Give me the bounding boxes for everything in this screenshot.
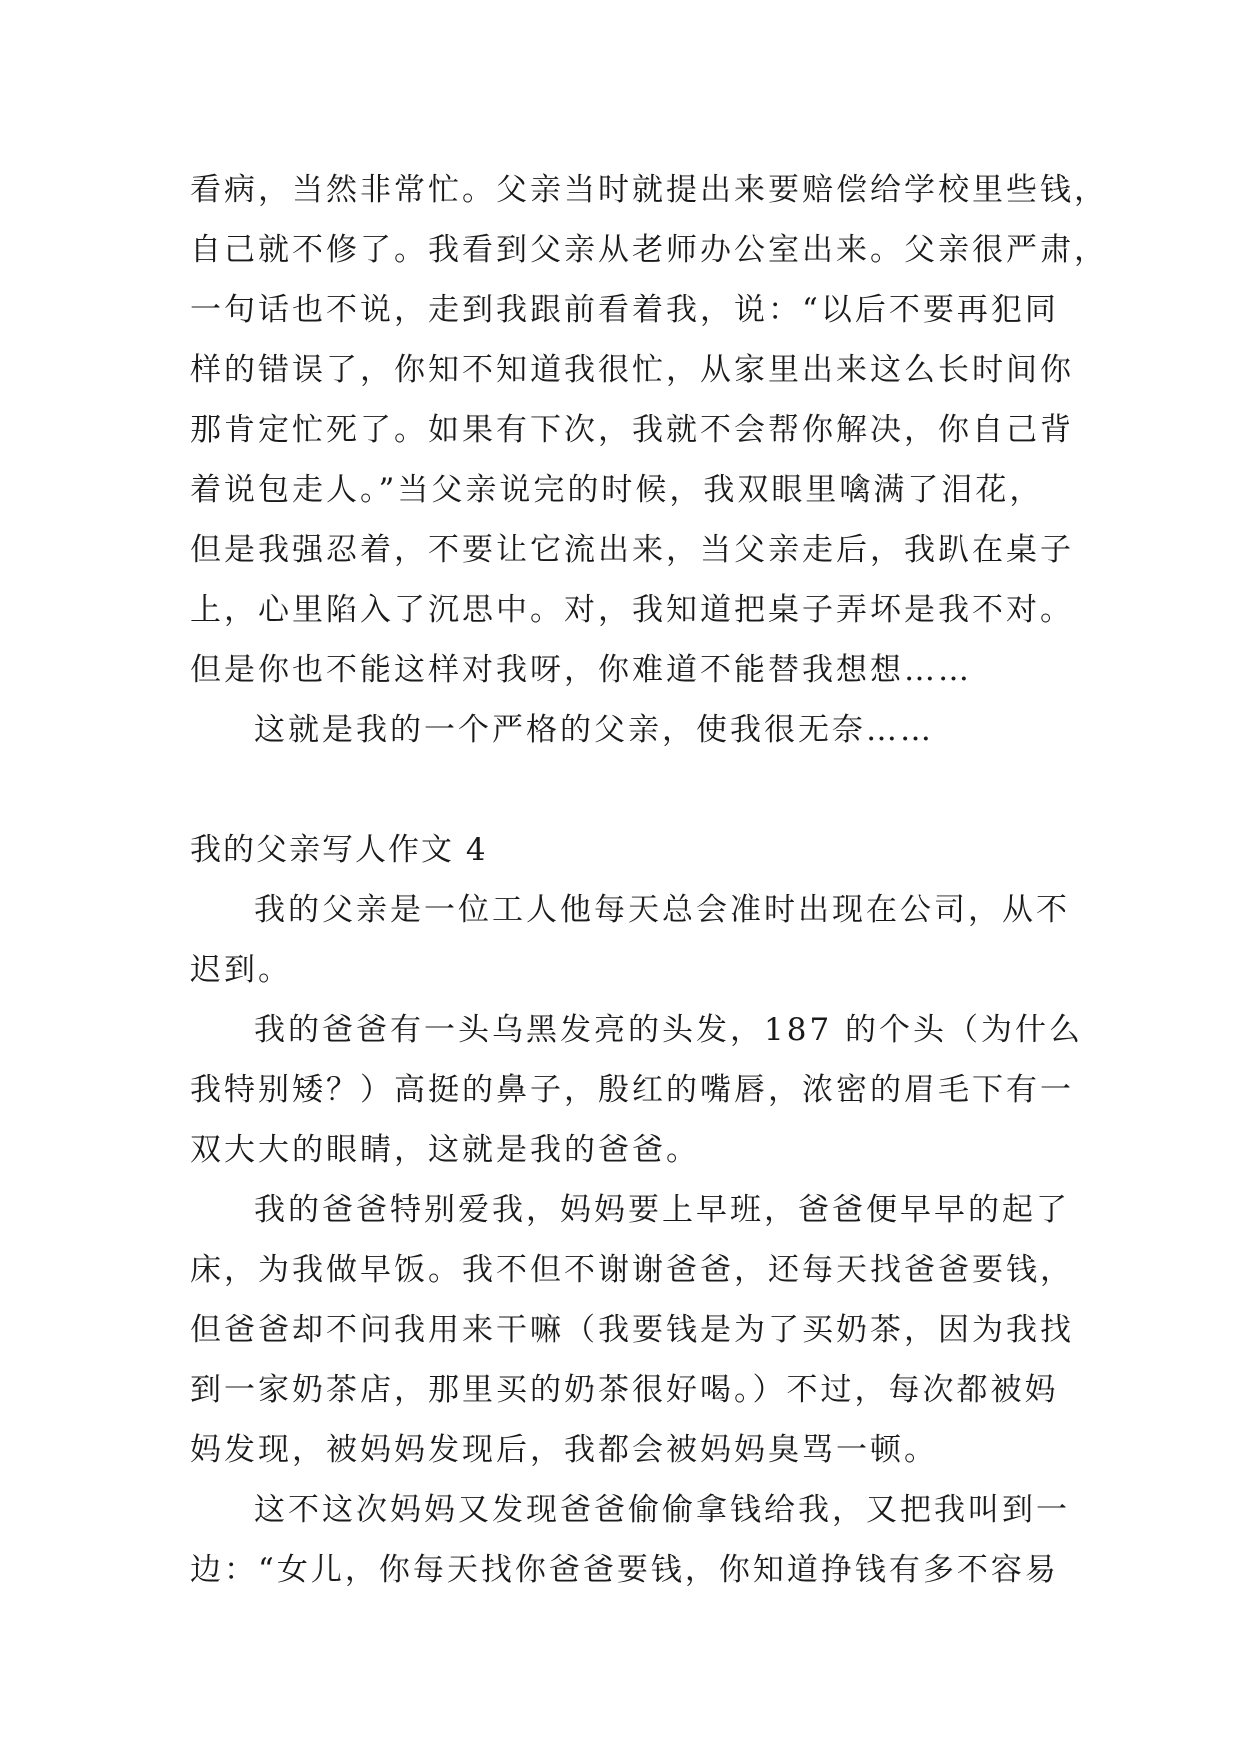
paragraph-4 (190, 1480, 1080, 1600)
text-line: 我的爸爸有一头乌黑发亮的头发，187 的个头（为什么 (254, 1012, 1084, 1048)
section-title: 我的父亲写人作文 4 (190, 832, 488, 868)
text-line: 妈发现，被妈妈发现后，我都会被妈妈臭骂一顿。 (190, 1432, 938, 1468)
text-line: 床，为我做早饭。我不但不谢谢爸爸，还每天找爸爸要钱， (190, 1252, 1074, 1288)
text-line: 这不这次妈妈又发现爸爸偷偷拿钱给我，又把我叫到一 (254, 1492, 1070, 1528)
paragraph-continued (190, 160, 1108, 700)
section-spacer (190, 760, 1080, 820)
text-line: 双大大的眼睛，这就是我的爸爸。 (190, 1132, 700, 1168)
text-line: 我的爸爸特别爱我，妈妈要上早班，爸爸便早早的起了 (254, 1192, 1070, 1228)
text-line: 这就是我的一个严格的父亲，使我很无奈…… (254, 712, 934, 748)
text-line: 我的父亲是一位工人他每天总会准时出现在公司，从不 (254, 892, 1070, 928)
text-line: 那肯定忙死了。如果有下次，我就不会帮你解决，你自己背 (190, 412, 1074, 448)
text-line: 看病，当然非常忙。父亲当时就提出来要赔偿给学校里些钱， (190, 172, 1108, 208)
text-line: 上，心里陷入了沉思中。对，我知道把桌子弄坏是我不对。 (190, 592, 1074, 628)
text-line: 边：“女儿，你每天找你爸爸要钱，你知道挣钱有多不容易 (190, 1552, 1059, 1588)
text-line: 自己就不修了。我看到父亲从老师办公室出来。父亲很严肃， (190, 232, 1108, 268)
paragraph-closing (190, 700, 1080, 760)
document-page (190, 160, 1108, 1600)
text-line: 到一家奶茶店，那里买的奶茶很好喝。）不过，每次都被妈 (190, 1372, 1059, 1408)
text-line: 但爸爸却不问我用来干嘛（我要钱是为了买奶茶，因为我找 (190, 1312, 1074, 1348)
text-line: 我特别矮？）高挺的鼻子，殷红的嘴唇，浓密的眉毛下有一 (190, 1072, 1074, 1108)
text-line: 样的错误了，你知不知道我很忙，从家里出来这么长时间你 (190, 352, 1074, 388)
paragraph-3 (190, 1180, 1080, 1480)
text-line: 着说包走人。”当父亲说完的时候，我双眼里噙满了泪花， (190, 472, 1044, 508)
paragraph-2 (190, 1000, 1084, 1180)
text-line: 但是你也不能这样对我呀，你难道不能替我想想…… (190, 652, 972, 688)
text-line: 但是我强忍着，不要让它流出来，当父亲走后，我趴在桌子 (190, 532, 1074, 568)
text-line: 迟到。 (190, 952, 292, 988)
paragraph-1 (190, 880, 1080, 1000)
text-line: 一句话也不说，走到我跟前看着我，说：“以后不要再犯同 (190, 292, 1059, 328)
